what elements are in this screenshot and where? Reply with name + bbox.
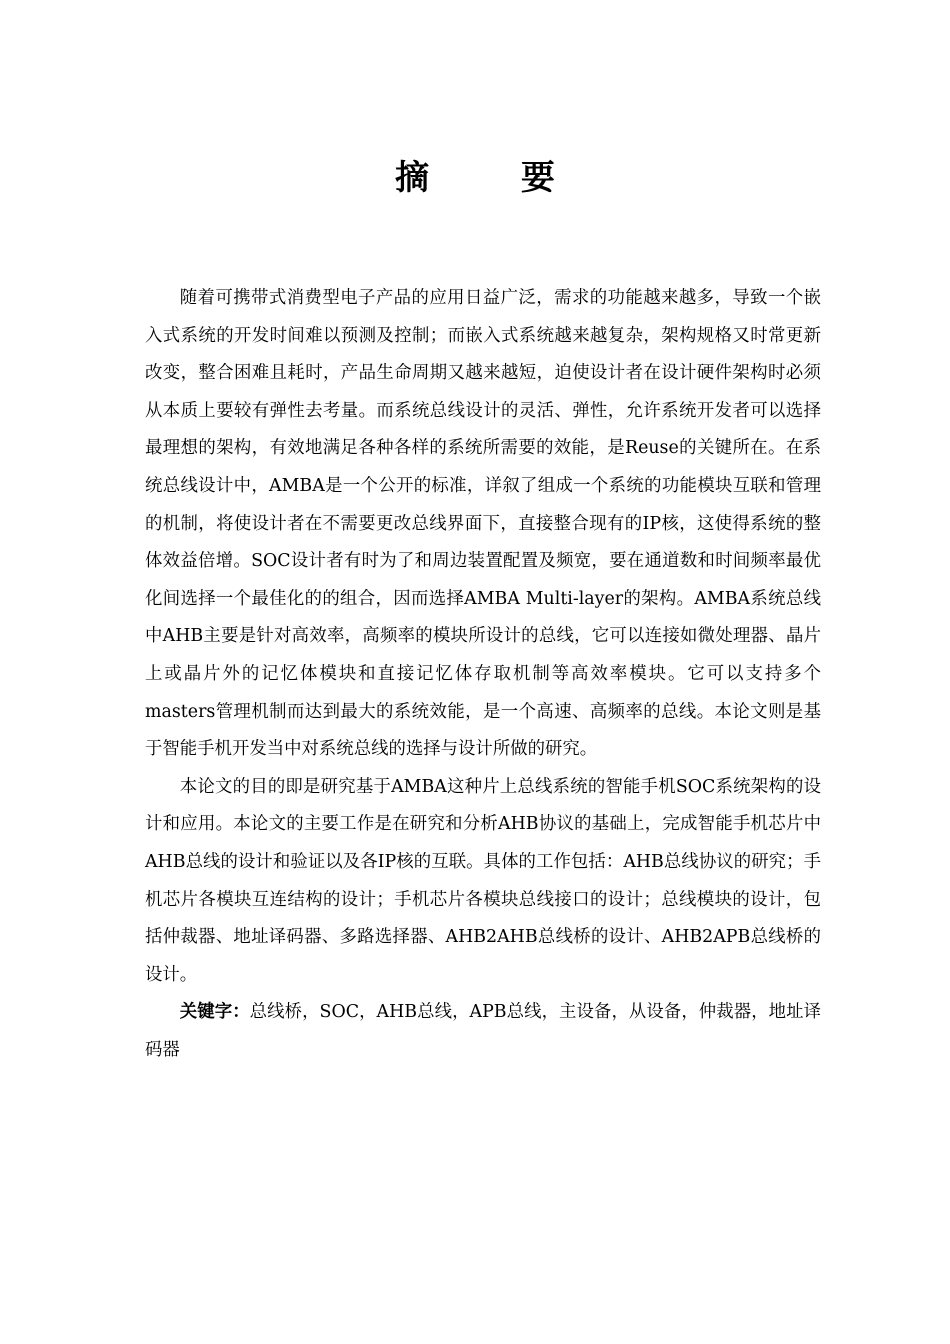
keywords-text: 总线桥，SOC，AHB总线，APB总线，主设备，从设备，仲裁器，地址译码器	[145, 1002, 821, 1060]
page-title: 摘 要	[395, 158, 595, 198]
abstract-body	[145, 280, 821, 1069]
keywords-line	[145, 994, 821, 1069]
keywords-label: 关键字：	[179, 1002, 250, 1023]
abstract-paragraph-1: 随着可携带式消费型电子产品的应用日益广泛，需求的功能越来越多，导致一个嵌入式系统的开发时间难以预测及控制；而嵌入式系统越来越复杂，架构规格又时常更新改变，整合困难且耗时，产品生命周期又越来越短，迫使设计者在设计硬件架构时必须从本质上要较有弹性去考量。而系统总线设计的灵活、弹性，允许系统开发者可以选择最理想的架构，有效地满足各种各样的系统所需要的效能，是Reuse的关键所在。在系统总线设计中，AMBA是一个公开的标准，详叙了组成一个系统的功能模块互联和管理的机制，将使设计者在不需要更改总线界面下，直接整合现有的IP核，这使得系统的整体效益倍增。SOC设计者有时为了和周边装置配置及频宽，要在通道数和时间频率最优化间选择一个最佳化的的组合，因而选择AMBA Multi-layer的架构。AMBA系统总线中AHB主要是针对高效率，高频率的模块所设计的总线，它可以连接如微处理器、晶片上或晶片外的记忆体模块和直接记忆体存取机制等高效率模块。它可以支持多个masters管理机制而达到最大的系统效能，是一个高速、高频率的总线。本论文则是基于智能手机开发当中对系统总线的选择与设计所做的研究。	[145, 288, 821, 760]
abstract-paragraph-2: 本论文的目的即是研究基于AMBA这种片上总线系统的智能手机SOC系统架构的设计和应用。本论文的主要工作是在研究和分析AHB协议的基础上，完成智能手机芯片中AHB总线的设计和验证以及各IP核的互联。具体的工作包括：AHB总线协议的研究；手机芯片各模块互连结构的设计；手机芯片各模块总线接口的设计；总线模块的设计，包括仲裁器、地址译码器、多路选择器、AHB2AHB总线桥的设计、AHB2APB总线桥的设计。	[145, 776, 821, 985]
